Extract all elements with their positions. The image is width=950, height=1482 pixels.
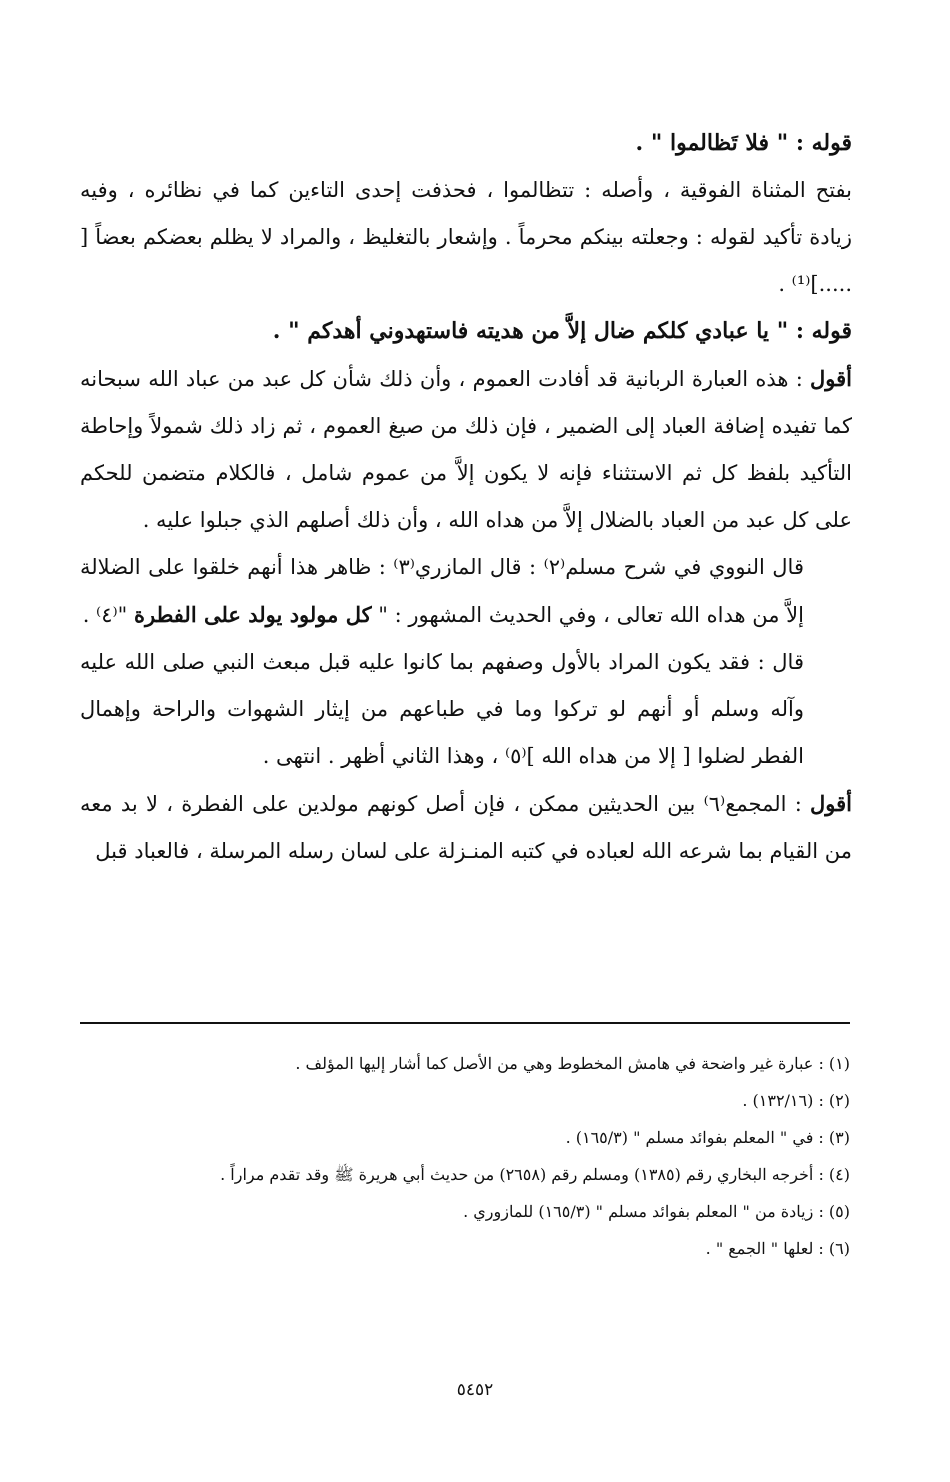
paragraph-aqulu-1	[80, 355, 852, 544]
paragraph-text: : هذه العبارة الربانية قد أفادت العموم ، وأن ذلك شأن كل عبد من عباد الله سبحانه كما تفيده إضافة العباد إلى الضمير ، فإن ذلك من صيغ العموم ، ثم زاد ذلك شمولاً وإحاطة التأكيد بلفظ كل ثم الاستثناء فإنه لا يكون إلاَّ من عموم شامل ، فالكلام متضمن للحكم على كل عبد من العباد بالضلال إلاَّ من هداه الله ، وأن ذلك أصلهم الذي جبلوا عليه .	[80, 367, 852, 532]
page-number: ٥٤٥٢	[456, 1380, 494, 1400]
main-text	[80, 120, 852, 875]
paragraph-qal: قال : فقد يكون المراد بالأول وصفهم بما كانوا عليه قبل مبعث النبي صلى الله عليه وآله وسلم أو أنهم لو تركوا وما في طباعهم من إيثار الشهوات والراحة وإهمال الفطر لضلوا [ إلا من هداه الله ]⁽٥⁾ ، وهذا الثاني أظهر . انتهى .	[80, 650, 804, 768]
footnote-1: (١) : عبارة غير واضحة في هامش المخطوط وهي من الأصل كما أشار إليها المؤلف .	[295, 1054, 850, 1073]
paragraph-aqulu-2	[80, 780, 852, 875]
paragraph-explanation: بفتح المثناة الفوقية ، وأصله : تتظالموا ، فحذفت إحدى التاءين كما في نظائره ، وفيه زيادة تأكيد لقوله : وجعلته بينكم محرماً . وإشعار بالتغليظ ، والمراد لا يظلم بعضكم بعضاً [ .....]⁽¹⁾ .	[80, 178, 852, 296]
heading-qawluhu-1: قوله : " فلا تَظالموا " .	[635, 130, 852, 156]
footnote-4: (٤) : أخرجه البخاري رقم (١٣٨٥) ومسلم رقم (٢٦٥٨) من حديث أبي هريرة ﷺ وقد تقدم مراراً .	[220, 1165, 850, 1184]
paragraph-text: : المجمع⁽٦⁾ بين الحديثين ممكن ، فإن أصل كونهم مولدين على الفطرة ، لا بد معه من القيام بما شرعه الله لعباده في كتبه المنـزلة على لسان رسله المرسلة ، فالعباد قبل	[80, 792, 852, 863]
lead-word: أقول	[810, 366, 852, 391]
paragraph-text: قال النووي في شرح مسلم⁽٢⁾ : قال المازري⁽٣⁾ : ظاهر هذا أنهم خلقوا على الضلالة إلاَّ من هداه الله تعالى ، وفي الحديث المشهور : "	[80, 555, 804, 627]
paragraph-nawawi	[80, 544, 852, 639]
paragraph-text: "⁽٤⁾ .	[82, 603, 134, 627]
footnote-6: (٦) : لعلها " الجمع " .	[705, 1239, 850, 1258]
footnotes	[90, 1045, 850, 1267]
lead-word: أقول	[810, 791, 852, 816]
heading-qawluhu-2: قوله : " يا عبادي كلكم ضال إلاَّ من هديته فاستهدوني أهدكم " .	[272, 318, 852, 344]
footnote-5: (٥) : زيادة من " المعلم بفوائد مسلم " (١٦٥/٣) للمازوري .	[463, 1202, 850, 1221]
hadith-quote: كل مولود يولد على الفطرة	[133, 602, 372, 627]
footnote-separator	[80, 1022, 850, 1024]
footnote-3: (٣) : في " المعلم بفوائد مسلم " (١٦٥/٣) .	[565, 1128, 850, 1147]
footnote-2: (٢) : (١٣٢/١٦) .	[742, 1091, 850, 1110]
